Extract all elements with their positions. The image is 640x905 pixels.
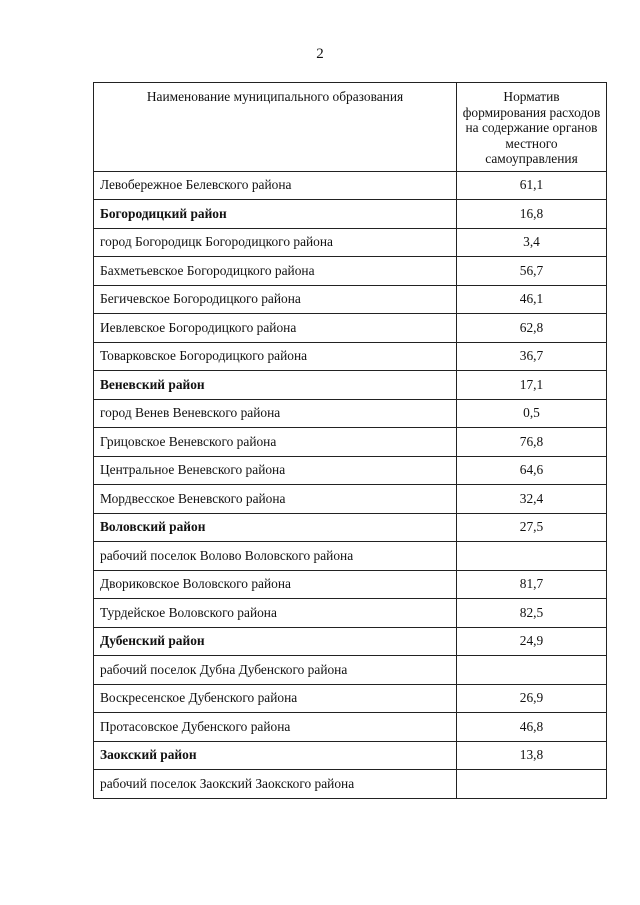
norm-value-cell: 3,4 <box>457 228 607 257</box>
table-row <box>94 570 607 599</box>
table-row <box>94 285 607 314</box>
header-expense-norm: Норматив формирования расходов на содержание органов местного самоуправления <box>457 83 607 172</box>
table-row <box>94 713 607 742</box>
norm-value-cell: 62,8 <box>457 314 607 343</box>
table-row <box>94 684 607 713</box>
municipality-name-cell: Центральное Веневского района <box>94 456 457 485</box>
municipality-name-cell: рабочий поселок Дубна Дубенского района <box>94 656 457 685</box>
page-number: 2 <box>316 46 324 62</box>
header-municipality-name: Наименование муниципального образования <box>94 83 457 172</box>
table-row <box>94 171 607 200</box>
municipality-name-cell: Иевлевское Богородицкого района <box>94 314 457 343</box>
municipality-name-cell: Бегичевское Богородицкого района <box>94 285 457 314</box>
municipality-name-cell: Двориковское Воловского района <box>94 570 457 599</box>
municipality-name-cell: Дубенский район <box>94 627 457 656</box>
table-row <box>94 428 607 457</box>
norm-value-cell: 82,5 <box>457 599 607 628</box>
table-row <box>94 542 607 571</box>
table-row <box>94 314 607 343</box>
table-row <box>94 770 607 799</box>
table-body <box>94 171 607 798</box>
norm-value-cell: 17,1 <box>457 371 607 400</box>
norm-value-cell: 13,8 <box>457 741 607 770</box>
municipality-name-cell: рабочий поселок Заокский Заокского района <box>94 770 457 799</box>
municipality-name-cell: город Богородицк Богородицкого района <box>94 228 457 257</box>
municipality-name-cell: Воскресенское Дубенского района <box>94 684 457 713</box>
norm-value-cell: 32,4 <box>457 485 607 514</box>
norm-value-cell: 36,7 <box>457 342 607 371</box>
municipality-name-cell: Протасовское Дубенского района <box>94 713 457 742</box>
table-row <box>94 656 607 685</box>
municipality-name-cell: Турдейское Воловского района <box>94 599 457 628</box>
municipality-name-cell: Левобережное Белевского района <box>94 171 457 200</box>
norm-value-cell: 24,9 <box>457 627 607 656</box>
municipality-name-cell: город Венев Веневского района <box>94 399 457 428</box>
table-row <box>94 342 607 371</box>
municipality-name-cell: Бахметьевское Богородицкого района <box>94 257 457 286</box>
district-row <box>94 200 607 229</box>
norm-value-cell: 0,5 <box>457 399 607 428</box>
table-row <box>94 228 607 257</box>
normative-table <box>93 82 607 799</box>
municipality-name-cell: Мордвесское Веневского района <box>94 485 457 514</box>
district-row <box>94 513 607 542</box>
table-row <box>94 485 607 514</box>
norm-value-cell: 16,8 <box>457 200 607 229</box>
table-row <box>94 599 607 628</box>
norm-value-cell: 26,9 <box>457 684 607 713</box>
district-row <box>94 741 607 770</box>
table-row <box>94 399 607 428</box>
norm-value-cell: 56,7 <box>457 257 607 286</box>
norm-value-cell: 64,6 <box>457 456 607 485</box>
norm-value-cell: 76,8 <box>457 428 607 457</box>
norm-value-cell: 81,7 <box>457 570 607 599</box>
municipality-name-cell: Воловский район <box>94 513 457 542</box>
municipality-name-cell: Веневский район <box>94 371 457 400</box>
norm-value-cell <box>457 770 607 799</box>
norm-value-cell <box>457 656 607 685</box>
norm-value-cell: 46,8 <box>457 713 607 742</box>
municipality-name-cell: Товарковское Богородицкого района <box>94 342 457 371</box>
table-row <box>94 456 607 485</box>
municipality-name-cell: Заокский район <box>94 741 457 770</box>
norm-value-cell: 61,1 <box>457 171 607 200</box>
table-header-row <box>94 83 607 172</box>
norm-value-cell <box>457 542 607 571</box>
table-row <box>94 257 607 286</box>
norm-value-cell: 27,5 <box>457 513 607 542</box>
municipality-name-cell: рабочий поселок Волово Воловского района <box>94 542 457 571</box>
norm-value-cell: 46,1 <box>457 285 607 314</box>
municipality-name-cell: Богородицкий район <box>94 200 457 229</box>
district-row <box>94 627 607 656</box>
municipality-name-cell: Грицовское Веневского района <box>94 428 457 457</box>
district-row <box>94 371 607 400</box>
